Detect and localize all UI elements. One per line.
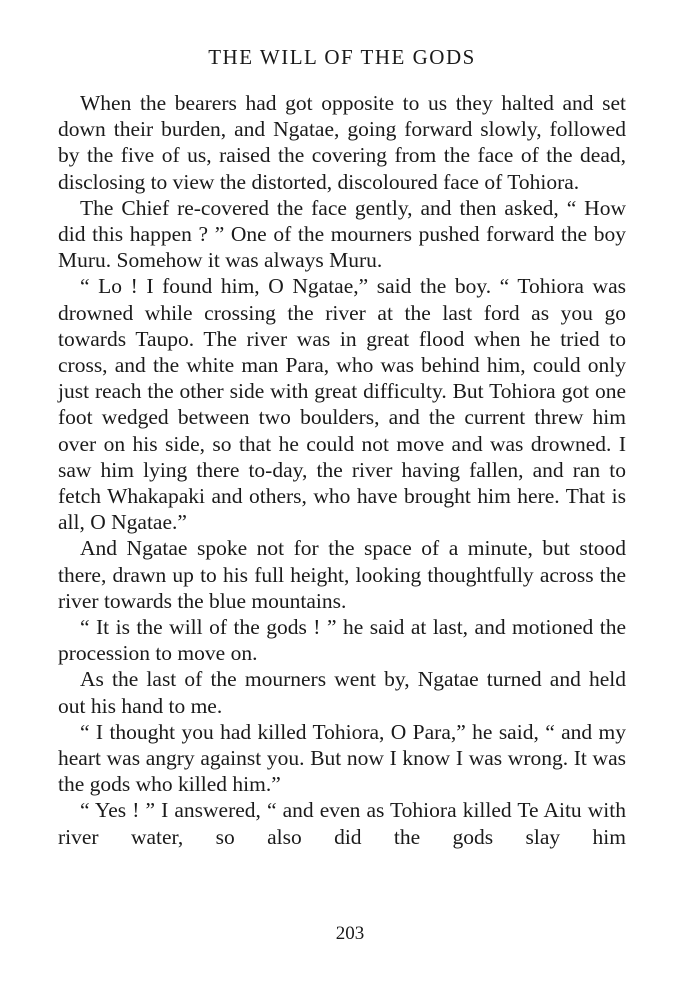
page-number: 203 xyxy=(335,923,365,944)
paragraph: When the bearers had got opposite to us they halted and set down their burden, and Ngatae, going forward slowly, followed by the five of us, raised the covering from the face of the dead, disclosing to view the distorted, discoloured face of Tohiora. xyxy=(58,91,626,194)
paragraph: “ It is the will of the gods ! ” he said at last, and motioned the procession to move on. xyxy=(58,615,626,666)
paragraph: The Chief re-covered the face gently, and then asked, “ How did this happen ? ” One of the mourners pushed forward the boy Muru. Somehow it was always Muru. xyxy=(58,195,626,273)
running-head: THE WILL OF THE GODS xyxy=(208,45,476,69)
body-text xyxy=(58,90,626,850)
paragraph: “ Yes ! ” I answered, “ and even as Tohiora killed Te Aitu with river water, so also did the gods slay him xyxy=(58,798,626,849)
paragraph: “ Lo ! I found him, O Ngatae,” said the boy. “ Tohiora was drowned while crossing the river at the last ford as you go towards Taupo. The river was in great flood when he tried to cross, and the white man Para, who was behind him, could only just reach the other side with great difficulty. But Tohiora got one foot wedged between two boulders, and the current threw him over on his side, so that he could not move and was drowned. I saw him lying there to-day, the river having fallen, and ran to fetch Whakapaki and others, who have brought him here. That is all, O Ngatae.” xyxy=(58,274,626,535)
paragraph: And Ngatae spoke not for the space of a minute, but stood there, drawn up to his full height, looking thoughtfully across the river towards the blue mountains. xyxy=(58,536,626,613)
book-page xyxy=(58,44,626,850)
paragraph: As the last of the mourners went by, Ngatae turned and held out his hand to me. xyxy=(58,667,626,718)
paragraph: “ I thought you had killed Tohiora, O Para,” he said, “ and my heart was angry against you. But now I know I was wrong. It was the gods who killed him.” xyxy=(58,719,626,797)
